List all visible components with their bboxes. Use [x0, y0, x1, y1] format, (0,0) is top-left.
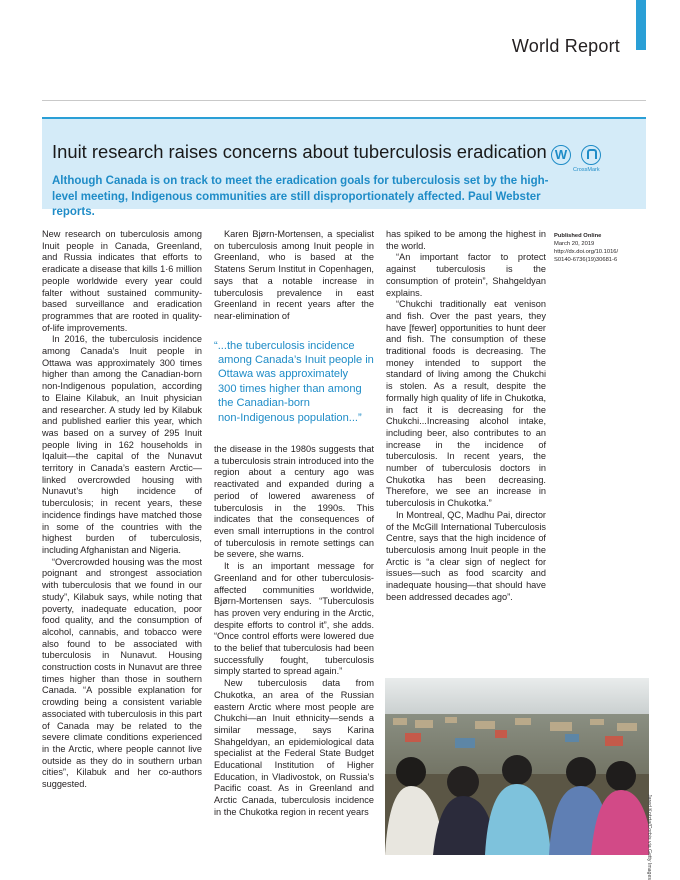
header-divider — [42, 100, 646, 101]
body-paragraph: In 2016, the tuberculosis incidence among Canada’s Inuit people in Ottawa was approximately 300 times higher than among the Canadian-born non-Indigenous population, according to Elaine Kilabuk, an Inuit physician and researcher. A study led by Kilabuk and published earlier this year, which was based on a survey of 295 Inuit people living in 162 households in Iqaluit—the capital of the Nunavut territory in Canada’s eastern Arctic—linked overcrowded housing with Nunavut’s high incidence of tuberculosis; in recent years, these incidence findings have matched those in some of the countries with the highest burden of tuberculosis, including Afghanistan and Nigeria. — [42, 334, 202, 555]
pull-quote-line: Ottawa was approximately — [218, 368, 349, 381]
pull-quote-line: 300 times higher than among — [218, 382, 362, 395]
body-paragraph: In Montreal, QC, Madhu Pai, director of the McGill International Tuberculosis Centre, says that the high incidence of tuberculosis among Inuit people in the Arctic is “a clear sign of neglect for issues—such as food scarcity and inadequate housing—that should have been addressed decades ago”. — [386, 509, 546, 602]
body-paragraph: “Overcrowded housing was the most poignant and strongest association with tuberculosis that we found in our study”, Kilabuk says, while noting that poverty, inadequate education, poor food quality, and the consumption of alcohol, cannabis, and tobacco were also found to be associated with tuberculosis in Nunavut. Housing construction costs in Nunavut are three times higher than those in southern Canada. “A possible explanation for crowding being a consistent variable associated with tuberculosis in this part of Canada may be related to the severe climate conditions experienced in the Arctic, where people cannot live outside as they do in southern urban cities”, Kilabuk and her co-authors suggested. — [42, 556, 202, 790]
crossmark-label: CrossMark — [573, 167, 600, 173]
section-title: World Report — [511, 36, 620, 56]
headline-banner — [42, 117, 646, 218]
pull-quote — [214, 339, 374, 425]
article-headline: Inuit research raises concerns about tuberculosis eradication — [52, 141, 547, 162]
pull-quote-line: the Canadian-born — [218, 397, 310, 410]
pull-quote-line: non-Indigenous population...” — [218, 411, 362, 424]
pull-quote-line: among Canada’s Inuit people in — [218, 354, 374, 367]
crossmark-icon[interactable] — [581, 145, 601, 165]
published-date: March 20, 2019 — [554, 241, 595, 247]
article-column-2 — [214, 229, 374, 819]
body-paragraph: New research on tuberculosis among Inuit people in Canada, Greenland, and Russia indicates that efforts to eradicate a disease that kills 1·6 million people worldwide every year could falter without sustained community-based surveillance and eradication programmes that are rooted in quality-of-life improvements. — [42, 229, 202, 333]
body-paragraph: Karen Bjørn-Mortensen, a specialist on tuberculosis among Inuit people in Greenland, who is based at the Statens Serum Institut in Copenhagen, says that a notable increase in tuberculosis prevalence in east Greenland in recent years after the near-elimination of — [214, 229, 374, 321]
banner-icons — [551, 145, 611, 179]
body-paragraph: “An important factor to protect against tuberculosis is the consumption of protein”, Shahgeldyan explains. — [386, 252, 546, 298]
article-column-1 — [42, 229, 202, 791]
article-column-3 — [386, 229, 546, 604]
article-photo — [385, 678, 649, 855]
published-online-label: Published Online — [554, 233, 602, 239]
section-accent-bar — [636, 0, 646, 50]
body-paragraph: New tuberculosis data from Chukotka, an area of the Russian eastern Arctic where most people are Chukchi—an Inuit ethnicity—sends a similar message, says Karina Shahgeldyan, an epidemiological data specialist at the Federal State Budget Educational Institution of Higher Education, in Vladivostok, on Russia’s Pacific coast. As in Greenland and Arctic Canada, tuberculosis incidence in the Chukotka region in recent years — [214, 678, 374, 817]
publication-info — [554, 232, 664, 264]
photo-credit: Jared Kotzta/Corbis via Getty Images — [646, 794, 652, 880]
pull-quote-line: “...the tuberculosis incidence — [214, 339, 355, 352]
crossmark-bookmark-shape — [587, 149, 597, 159]
body-paragraph: the disease in the 1980s suggests that a tuberculosis strain introduced into the region about a century ago was reactivated and expanded during a period of lowered awareness of tuberculosis in the 1990s. This indicates that the consequences of even small interruptions in the control of tuberculosis in remote settings can be severe, she warns. — [214, 444, 374, 560]
body-paragraph: “Chukchi traditionally eat venison and fish. Over the past years, they have [fewer] opportunities to hunt deer and fish. The consumption of these traditional foods is decreasing. The money intended to support the standard of living among the Chukchi is stolen. As a result, despite the formally high quality of life in Chukotka, in fact it is decreasing for the Chukchi...Increasing alcohol intake, including beer, also contributes to an increase in the incidence of tuberculosis. In recent years, the number of tuberculosis doctors in Chukotka has been decreasing. Therefore, we see an increase in tuberculosis in Chukotka.” — [386, 299, 546, 509]
body-paragraph: It is an important message for Greenland and for other tuberculosis-affected communities worldwide, Bjørn-Mortensen says. “Tuberculosis has proven very enduring in the Arctic, despite efforts to control it”, she adds. “Once control efforts were lowered due to the belief that tuberculosis had been successfully fought, tuberculosis simply started to spread again.” — [214, 561, 374, 677]
doi-link[interactable]: http://dx.doi.org/10.1016/ — [554, 249, 619, 255]
body-paragraph: has spiked to be among the highest in the world. — [386, 229, 546, 251]
wiley-w-icon[interactable]: W — [551, 145, 571, 165]
doi-link-continued[interactable]: S0140-6736(19)30681-6 — [554, 257, 618, 263]
article-standfirst: Although Canada is on track to meet the eradication goals for tuberculosis set by the high-level meeting, Indigenous communities are still disproportionately affected. Paul Webster reports. — [52, 175, 549, 218]
